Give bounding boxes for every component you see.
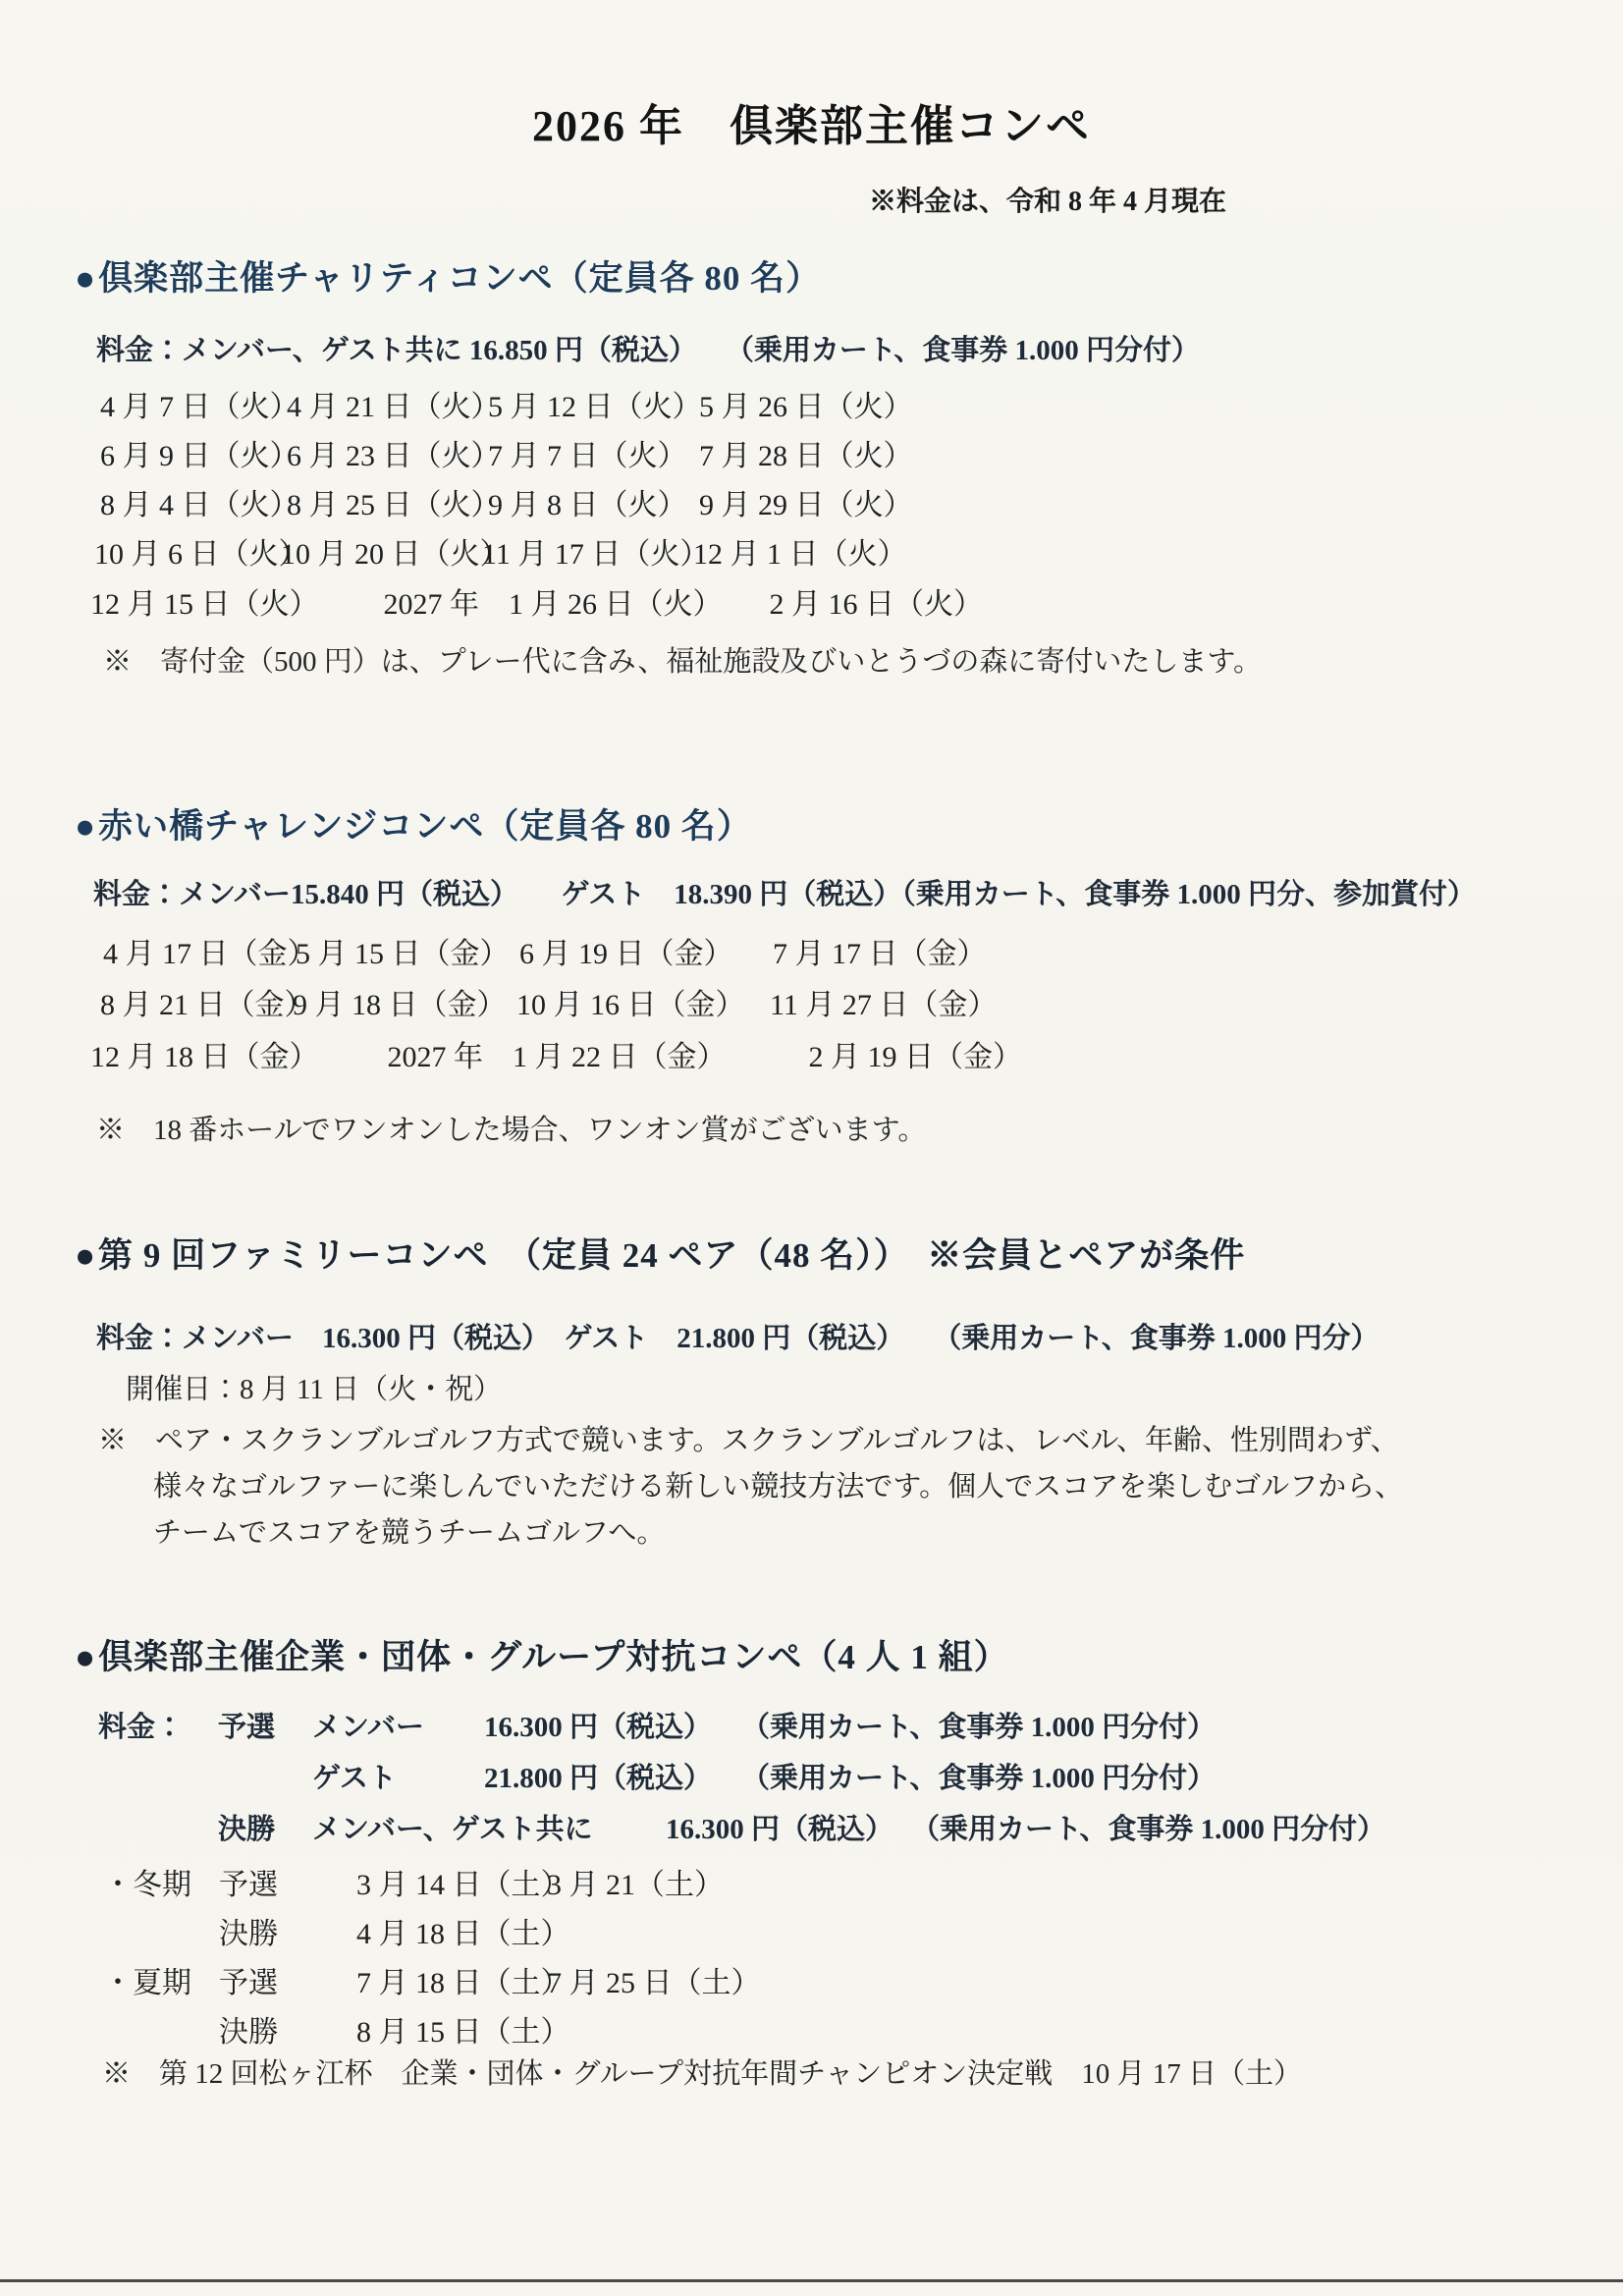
competition-date: 7 月 17 日（金） — [773, 938, 987, 970]
competition-date: 5 月 26 日（火） — [699, 391, 913, 423]
fee-amount: 16.300 円（税込） — [666, 1814, 894, 1845]
fee-stage: 予選 — [218, 1712, 276, 1743]
red-bridge-date-row — [103, 929, 987, 972]
schedule-term: ・夏期 — [103, 1967, 191, 1999]
competition-date: 11 月 27 日（金） — [770, 989, 998, 1021]
fee-effective-date-note: ※料金は、令和 8 年 4 月現在 — [869, 187, 1227, 217]
charity-date-row — [94, 529, 907, 573]
charity-fee-line: 料金：メンバー、ゲスト共に 16.850 円（税込） （乗用カート、食事券 1.000 円分付） — [96, 335, 1201, 366]
charity-date-row — [100, 431, 913, 474]
fee-who: メンバー、ゲスト共に — [312, 1814, 593, 1845]
competition-date: 12 月 18 日（金） — [90, 1041, 319, 1073]
description-line: 様々なゴルファーに楽しんでいただける新しい競技方法です。個人でスコアを楽しむゴルフから、 — [153, 1471, 1404, 1503]
competition-date: 9 月 18 日（金） — [293, 989, 507, 1021]
charity-heading-text: 倶楽部主催チャリティコンペ（定員各 80 名） — [98, 259, 822, 298]
charity-donation-note: ※ 寄付金（500 円）は、プレー代に含み、福祉施設及びいとうづの森に寄付いたします。 — [103, 646, 1263, 678]
group-schedule-row — [103, 1909, 1085, 1948]
competition-date: 9 月 29 日（火） — [699, 489, 913, 521]
competition-date: 2 月 19 日（金） — [808, 1041, 1022, 1073]
competition-date: 3 月 14 日（土） — [356, 1869, 570, 1901]
competition-date: 9 月 8 日（火） — [488, 489, 687, 521]
charity-date-row — [100, 480, 913, 523]
fee-extra: （乗用カート、食事券 1.000 円分付） — [741, 1712, 1217, 1743]
bullet-icon: ● — [75, 1638, 97, 1676]
bullet-icon: ● — [75, 807, 97, 846]
red-bridge-one-on-note: ※ 18 番ホールでワンオンした場合、ワンオン賞がございます。 — [96, 1115, 927, 1146]
competition-date: 10 月 6 日（火） — [94, 538, 308, 571]
competition-date: 7 月 7 日（火） — [488, 440, 687, 472]
charity-date-row — [100, 382, 913, 425]
competition-date: 4 月 7 日（火） — [100, 391, 299, 423]
competition-date: 12 月 15 日（火） — [90, 588, 319, 621]
competition-date: 4 月 18 日（土） — [356, 1918, 570, 1950]
competition-date: 7 月 25 日（土） — [547, 1967, 761, 1999]
group-schedule-row — [103, 1860, 1085, 1899]
schedule-stage: 決勝 — [219, 2016, 278, 2049]
group-heading-text: 倶楽部主催企業・団体・グループ対抗コンペ（4 人 1 組） — [98, 1638, 1009, 1676]
competition-date: 3 月 21（土） — [547, 1869, 724, 1901]
competition-date: 8 月 25 日（火） — [287, 489, 501, 521]
charity-section-heading — [75, 251, 821, 301]
group-schedule-row — [103, 2007, 1085, 2047]
group-section-heading — [75, 1630, 1009, 1679]
competition-date: 10 月 16 日（金） — [516, 989, 745, 1021]
competition-date: 5 月 15 日（金） — [296, 938, 510, 970]
fee-who: メンバー — [312, 1712, 424, 1743]
fee-who: ゲスト — [312, 1763, 397, 1794]
group-fee-row — [98, 1807, 1473, 1846]
fee-amount: 21.800 円（税込） — [484, 1763, 713, 1794]
group-fee-row — [98, 1756, 1473, 1795]
family-fee-line: 料金：メンバー 16.300 円（税込） ゲスト 21.800 円（税込） （乗用カート、食事券 1.000 円分） — [96, 1323, 1380, 1354]
competition-date: 7 月 28 日（火） — [699, 440, 913, 472]
description-line: チームでスコアを競うチームゴルフへ。 — [153, 1517, 666, 1549]
red-bridge-date-row — [100, 980, 997, 1023]
competition-date: 4 月 17 日（金） — [103, 938, 317, 970]
bullet-icon: ● — [75, 1236, 97, 1275]
competition-date: 6 月 9 日（火） — [100, 440, 299, 472]
family-section-heading — [75, 1229, 1245, 1278]
competition-date: 2 月 16 日（火） — [769, 588, 983, 621]
competition-date: 12 月 1 日（火） — [693, 538, 907, 571]
competition-date: 10 月 20 日（火） — [281, 538, 510, 571]
family-scramble-description — [98, 1418, 1403, 1557]
red-bridge-fee-line: 料金：メンバー15.840 円（税込） ゲスト 18.390 円（税込）（乗用カート、食事券 1.000 円分、参加賞付） — [93, 879, 1476, 910]
red-bridge-heading-text: 赤い橋チャレンジコンペ（定員各 80 名） — [98, 807, 752, 846]
schedule-stage: 決勝 — [219, 1918, 278, 1950]
competition-date: 5 月 12 日（火） — [488, 391, 702, 423]
fee-stage: 決勝 — [218, 1814, 276, 1845]
competition-date: 2027 年 1 月 26 日（火） — [383, 588, 723, 621]
competition-date: 8 月 15 日（土） — [356, 2016, 570, 2049]
red-bridge-date-row — [90, 1032, 1022, 1075]
fee-prefix: 料金： — [98, 1712, 185, 1743]
family-held-date: 開催日：8 月 11 日（火・祝） — [126, 1374, 503, 1405]
competition-date: 8 月 21 日（金） — [100, 989, 314, 1021]
competition-date: 2027 年 1 月 22 日（金） — [387, 1041, 727, 1073]
competition-date: 8 月 4 日（火） — [100, 489, 299, 521]
group-schedule-row — [103, 1958, 1085, 1997]
group-champion-note: ※ 第 12 回松ヶ江杯 企業・団体・グループ対抗年間チャンピオン決定戦 10 月 17 日（土） — [102, 2058, 1303, 2090]
fee-amount: 16.300 円（税込） — [484, 1712, 713, 1743]
competition-date: 4 月 21 日（火） — [287, 391, 501, 423]
competition-date: 6 月 19 日（金） — [519, 938, 733, 970]
charity-date-row — [90, 579, 983, 623]
schedule-stage: 予選 — [219, 1967, 278, 1999]
page-title: 2026 年 倶楽部主催コンペ — [532, 102, 1091, 150]
bullet-icon: ● — [75, 259, 97, 298]
family-heading-text: 第 9 回ファミリーコンペ （定員 24 ペア（48 名）） ※会員とペアが条件 — [98, 1236, 1246, 1275]
fee-extra: （乗用カート、食事券 1.000 円分付） — [741, 1763, 1217, 1794]
group-fee-row — [98, 1705, 1473, 1744]
schedule-stage: 予選 — [219, 1869, 278, 1901]
description-line: ※ ペア・スクランブルゴルフ方式で競います。スクランブルゴルフは、レベル、年齢、性別問わず、 — [98, 1425, 1399, 1456]
competition-date: 6 月 23 日（火） — [287, 440, 501, 472]
fee-extra: （乗用カート、食事券 1.000 円分付） — [911, 1814, 1386, 1845]
competition-date: 7 月 18 日（土） — [356, 1967, 570, 1999]
scan-edge-line — [0, 2279, 1623, 2282]
schedule-term: ・冬期 — [103, 1869, 191, 1901]
competition-date: 11 月 17 日（火） — [482, 538, 710, 571]
red-bridge-section-heading — [75, 799, 752, 848]
